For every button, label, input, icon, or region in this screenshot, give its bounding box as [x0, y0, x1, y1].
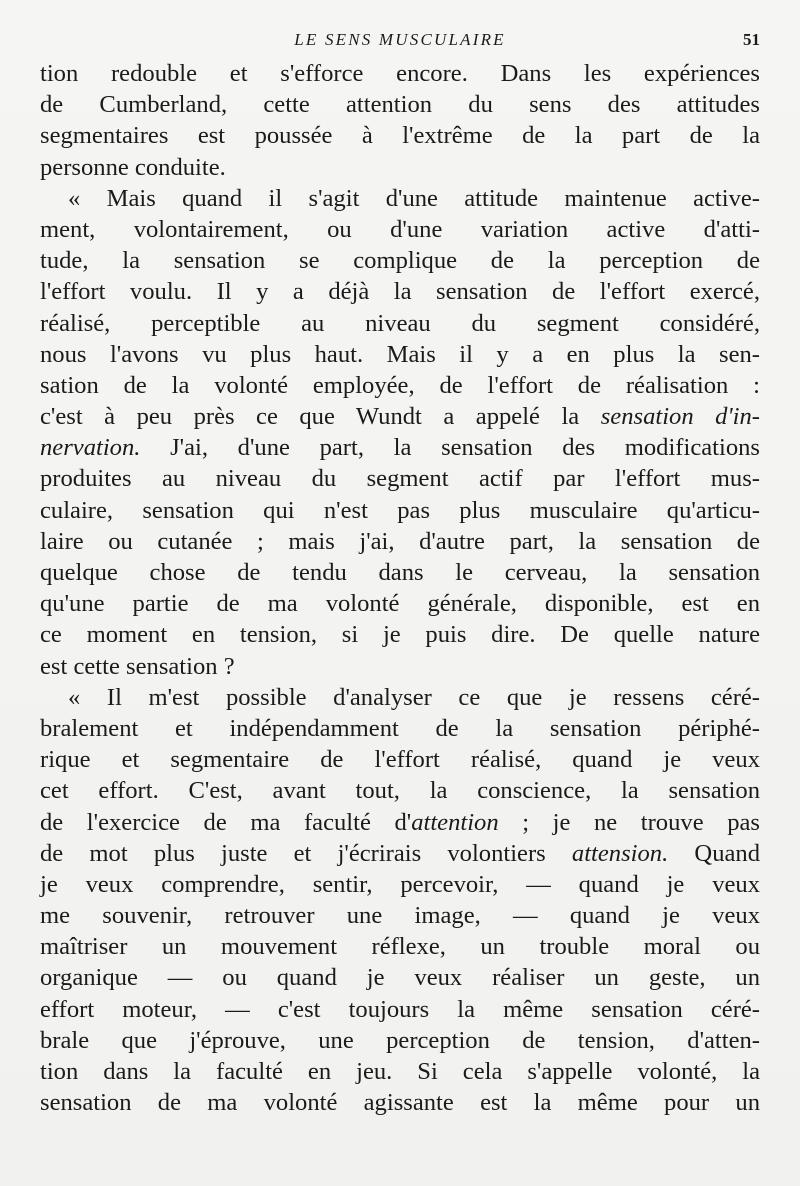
- text-segment: est cette sensation ?: [40, 652, 235, 680]
- text-segment: maîtriser un mouvement réflexe, un trouble moral ou: [40, 933, 760, 961]
- text-line: [40, 588, 760, 619]
- body-text: [40, 58, 760, 1118]
- text-segment: sation de la volonté employée, de l'effort de réalisation :: [40, 371, 760, 399]
- text-line: [40, 775, 760, 806]
- italic-segment: sensation d'in-: [600, 403, 761, 431]
- text-segment: c'est à peu près ce que Wundt a appelé la: [40, 403, 601, 431]
- page-number: 51: [743, 30, 760, 49]
- text-line: [40, 651, 760, 682]
- text-line: [40, 339, 760, 370]
- text-segment: tion redouble et s'efforce encore. Dans les expériences: [40, 60, 760, 87]
- text-line: [40, 526, 760, 557]
- text-line: [40, 682, 760, 713]
- italic-segment: attention: [411, 808, 499, 836]
- text-segment: brale que j'éprouve, une perception de tension, d'atten-: [40, 1026, 760, 1054]
- text-segment: nous l'avons vu plus haut. Mais il y a en plus la sen-: [40, 340, 760, 368]
- text-line: [40, 214, 760, 245]
- text-line: [40, 962, 760, 993]
- text-line: [40, 713, 760, 744]
- text-line: [40, 807, 760, 838]
- text-segment: « Mais quand il s'agit d'une attitude maintenue active-: [68, 184, 760, 212]
- text-line: [40, 308, 760, 339]
- text-line: [40, 152, 760, 183]
- text-segment: ment, volontairement, ou d'une variation active d'atti-: [40, 215, 760, 243]
- text-segment: laire ou cutanée ; mais j'ai, d'autre part, la sensation de: [40, 527, 760, 555]
- text-line: [40, 1087, 760, 1118]
- text-segment: bralement et indépendamment de la sensation périphé-: [40, 714, 760, 742]
- text-segment: personne conduite.: [40, 153, 226, 181]
- text-segment: organique — ou quand je veux réaliser un geste, un: [40, 964, 760, 992]
- text-line: [40, 276, 760, 307]
- text-line: [40, 838, 760, 869]
- text-line: [40, 463, 760, 494]
- text-segment: de Cumberland, cette attention du sens des attitudes: [40, 91, 760, 119]
- text-segment: segmentaires est poussée à l'extrême de la part de la: [40, 122, 760, 150]
- text-line: [40, 183, 760, 214]
- text-segment: rique et segmentaire de l'effort réalisé, quand je veux: [40, 746, 760, 774]
- italic-segment: nervation.: [40, 434, 141, 462]
- italic-segment: attension.: [571, 839, 669, 867]
- text-line: [40, 744, 760, 775]
- text-segment: produites au niveau du segment actif par l'effort mus-: [40, 465, 760, 493]
- text-segment: ce moment en tension, si je puis dire. De quelle nature: [40, 621, 760, 649]
- text-line: [40, 370, 760, 401]
- text-segment: réalisé, perceptible au niveau du segment considéré,: [40, 309, 760, 337]
- text-line: [40, 1025, 760, 1056]
- text-segment: quelque chose de tendu dans le cerveau, la sensation: [40, 559, 760, 586]
- text-line: [40, 619, 760, 650]
- text-segment: de mot plus juste et j'écrirais volontiers: [40, 839, 572, 867]
- text-segment: l'effort voulu. Il y a déjà la sensation de l'effort exercé,: [40, 278, 760, 306]
- text-segment: ; je ne trouve pas: [498, 808, 760, 836]
- text-segment: de l'exercice de ma faculté d': [40, 808, 412, 836]
- text-line: [40, 869, 760, 900]
- text-segment: effort moteur, — c'est toujours la même sensation céré-: [40, 995, 760, 1023]
- text-line: [40, 245, 760, 276]
- text-segment: Quand: [668, 839, 760, 867]
- text-line: [40, 401, 760, 432]
- text-segment: qu'une partie de ma volonté générale, disponible, est en: [40, 590, 760, 618]
- text-segment: culaire, sensation qui n'est pas plus musculaire qu'articu-: [40, 496, 760, 524]
- text-segment: je veux comprendre, sentir, percevoir, — quand je veux: [40, 870, 760, 898]
- text-line: [40, 58, 760, 89]
- text-segment: tude, la sensation se complique de la perception de: [40, 247, 760, 275]
- text-line: [40, 1056, 760, 1087]
- running-title: LE SENS MUSCULAIRE: [294, 30, 506, 49]
- text-segment: me souvenir, retrouver une image, — quand je veux: [40, 902, 760, 930]
- text-line: [40, 994, 760, 1025]
- text-segment: J'ai, d'une part, la sensation des modifications: [140, 434, 760, 462]
- text-line: [40, 931, 760, 962]
- running-head: [40, 30, 760, 54]
- text-line: [40, 900, 760, 931]
- text-line: [40, 432, 760, 463]
- text-line: [40, 120, 760, 151]
- text-segment: tion dans la faculté en jeu. Si cela s'appelle volonté, la: [40, 1058, 760, 1085]
- text-line: [40, 495, 760, 526]
- text-segment: sensation de ma volonté agissante est la même pour un: [40, 1089, 760, 1117]
- text-segment: « Il m'est possible d'analyser ce que je ressens céré-: [68, 683, 760, 711]
- text-line: [40, 89, 760, 120]
- text-line: [40, 557, 760, 588]
- text-segment: cet effort. C'est, avant tout, la conscience, la sensation: [40, 777, 760, 805]
